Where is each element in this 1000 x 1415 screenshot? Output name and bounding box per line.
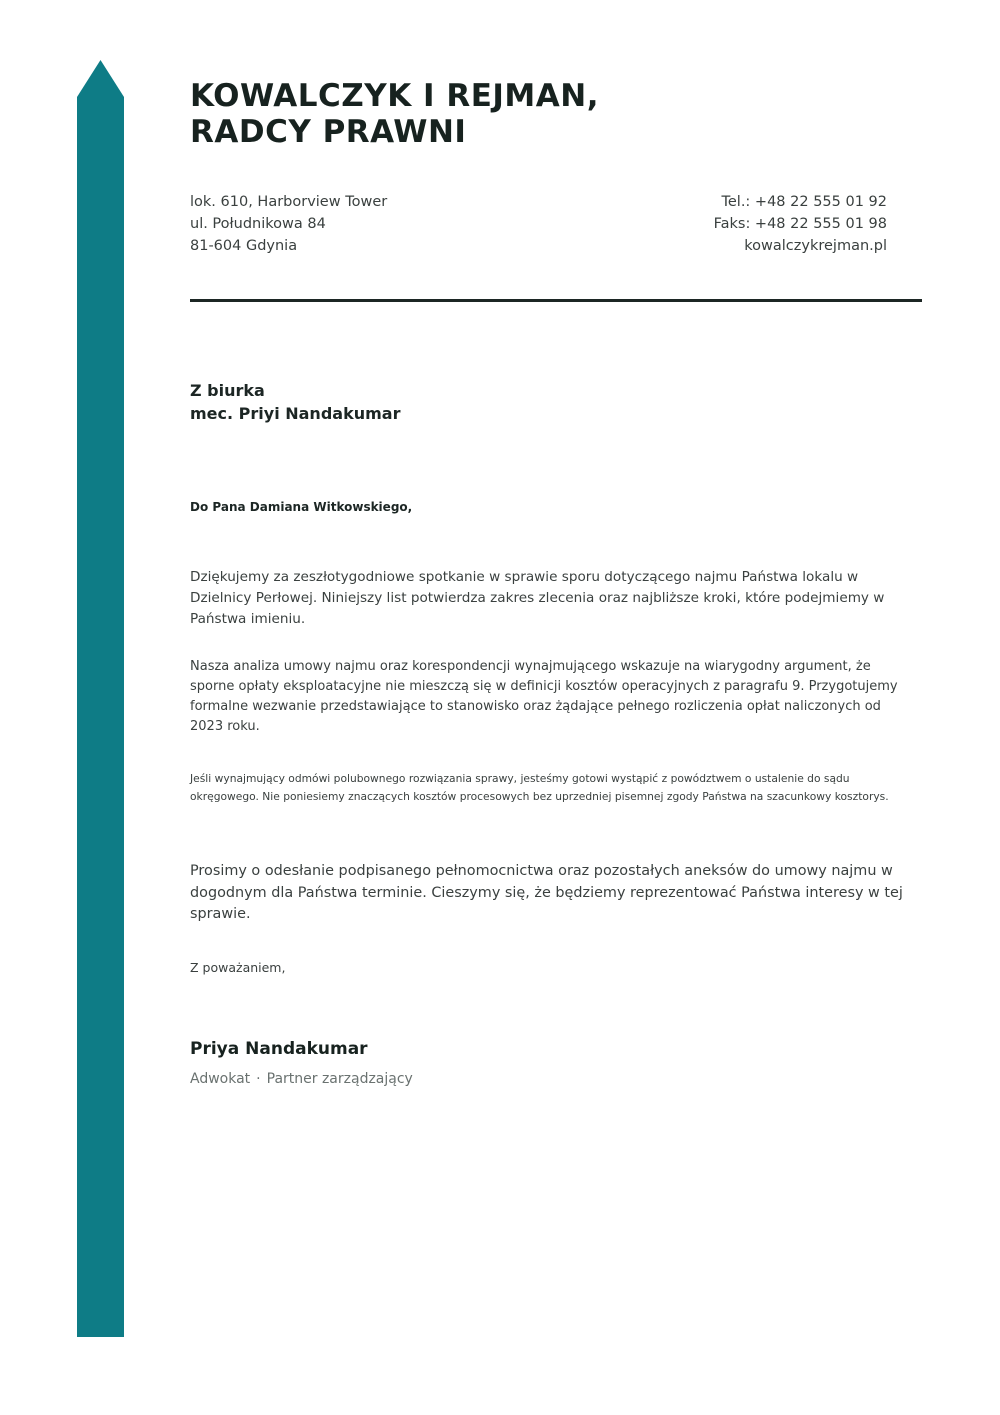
address-line: lok. 610, Harborview Tower bbox=[190, 194, 388, 210]
phone-number: Tel.: +48 22 555 01 92 bbox=[721, 194, 887, 210]
decorative-arrow-bar bbox=[77, 60, 124, 1337]
arrow-bar-shape bbox=[77, 60, 124, 1337]
firm-name-line-2: RADCY PRAWNI bbox=[190, 114, 467, 150]
signature-title bbox=[190, 1069, 413, 1089]
firm-address bbox=[190, 191, 387, 257]
closing: Z poważaniem, bbox=[190, 960, 286, 975]
signature-position: Partner zarządzający bbox=[266, 1071, 413, 1087]
firm-name bbox=[190, 78, 599, 150]
body-paragraph-1: Dziękujemy za zeszłotygodniowe spotkanie w sprawie sporu dotyczącego najmu Państwa lokalu w Dzielnicy Perłowej. Niniejszy list potwierdza zakres zlecenia oraz najbliższe kroki, które podejmiemy w Państwa imieniu. bbox=[190, 569, 885, 627]
address-line: ul. Południkowa 84 bbox=[190, 216, 326, 232]
header-divider bbox=[190, 299, 922, 302]
body-paragraph-4: Prosimy o odesłanie podpisanego pełnomocnictwa oraz pozostałych aneksów do umowy najmu w dogodnym dla Państwa terminie. Cieszymy się, że będziemy reprezentować Państwa interesy w tej sprawie. bbox=[190, 863, 903, 922]
firm-name-line-1: KOWALCZYK I REJMAN, bbox=[190, 78, 599, 114]
from-desk-line-2: mec. Priyi Nandakumar bbox=[190, 404, 401, 423]
firm-contact bbox=[714, 191, 887, 257]
body-paragraph-2: Nasza analiza umowy najmu oraz korespondencji wynajmującego wskazuje na wiarygodny argument, że sporne opłaty eksploatacyjne nie mieszczą się w definicji kosztów operacyjnych z paragrafu 9. Przygotujemy formalne wezwanie przedstawiające to stanowisko oraz żądające pełnego rozliczenia opłat naliczonych od 2023 roku. bbox=[190, 659, 898, 734]
body-paragraph-3: Jeśli wynajmujący odmówi polubownego rozwiązania sprawy, jesteśmy gotowi wystąpić z powództwem o ustalenie do sądu okręgowego. Nie poniesiemy znaczących kosztów procesowych bez uprzedniej pisemnej zgody Państwa na szacunkowy kosztorys. bbox=[190, 772, 889, 803]
website-link[interactable]: kowalczykrejman.pl bbox=[744, 238, 887, 254]
from-desk-line-1: Z biurka bbox=[190, 381, 265, 400]
signature-role: Adwokat bbox=[190, 1071, 251, 1087]
signature-separator: · bbox=[256, 1071, 261, 1087]
signature-name: Priya Nandakumar bbox=[190, 1039, 368, 1059]
address-line: 81-604 Gdynia bbox=[190, 238, 298, 254]
salutation: Do Pana Damiana Witkowskiego, bbox=[190, 500, 413, 514]
fax-number: Faks: +48 22 555 01 98 bbox=[713, 216, 887, 232]
from-desk bbox=[190, 379, 400, 425]
